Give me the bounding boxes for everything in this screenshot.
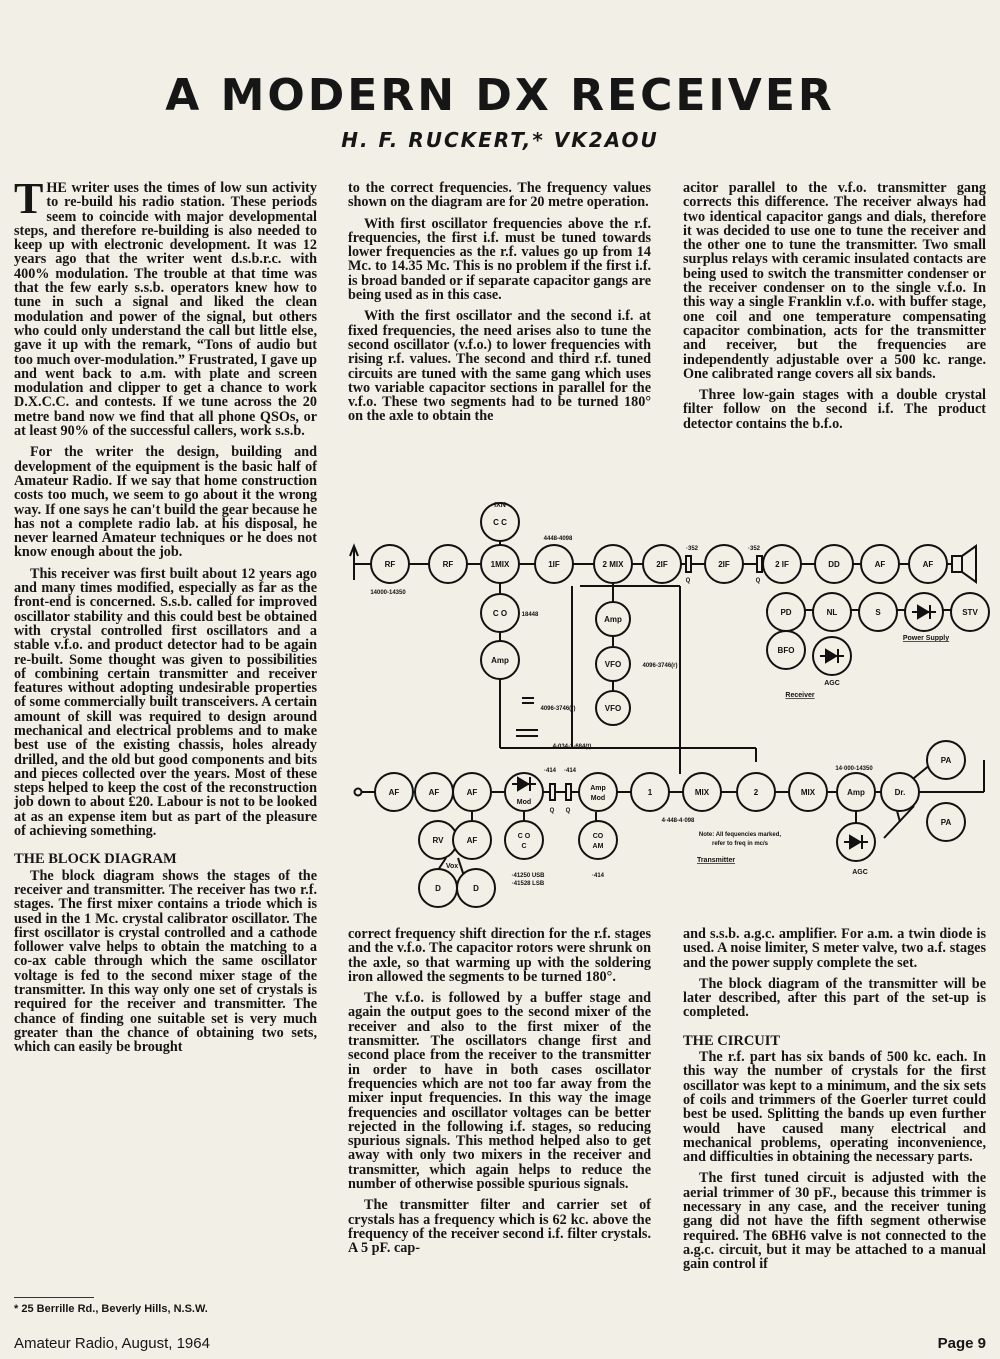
footer-publication: Amateur Radio, August, 1964 bbox=[14, 1335, 210, 1352]
rx-amp1-label: Amp bbox=[491, 656, 509, 665]
tx-coam-b: AM bbox=[592, 843, 604, 850]
tx-ampmod-a: Amp bbox=[590, 785, 606, 792]
footer-page-number: Page 9 bbox=[937, 1335, 986, 1352]
paragraph: correct frequency shift direction for the r.f. stages and the v.f.o. The capacitor rotors were shrunk on the axle, so that warming up with the soldering iron allowed the segments to be turned 180°. bbox=[348, 926, 651, 985]
paragraph: The block diagram shows the stages of the receiver and transmitter. The receiver has two r.f. stages. The first mixer contains a triode which is used in the 1 Mc. crystal calibrator oscillator. The first oscillator is crystal controlled and a cathode follower valve helps to obtain the matching to a co-ax cable through which the same oscillator voltage is fed to the second mixer stage of the transmitter. In this way only one set of crystals is required for the receiver and transmitter. The chance of finding one suitable set is very much greater than the chance of obtaining two sets, which can easily be brought bbox=[14, 867, 317, 1056]
rx-vfo1-label: VFO bbox=[604, 660, 622, 669]
rx-mix1-label: 1MIX bbox=[490, 560, 510, 569]
tx-ampmod-b: Mod bbox=[590, 795, 606, 802]
rx-cap1: 4096-3746(r) bbox=[540, 706, 576, 712]
rx-freq-rf: 14000-14350 bbox=[370, 590, 406, 596]
rx-freq-if1: 4448-4098 bbox=[543, 536, 573, 542]
tx-ampmod bbox=[579, 773, 617, 811]
rx-pd-label: PD bbox=[780, 608, 792, 617]
rx-vfo2-label: VFO bbox=[604, 704, 622, 713]
rx-rf1-label: RF bbox=[384, 560, 396, 569]
drop-cap: T bbox=[14, 174, 44, 223]
paragraph: This receiver was first built about 12 years ago and many times modified, especially as far as the front-end is concerned. S.s.b. called for improved oscillator stability and this could best be obtained with crystal controlled first oscillators and a stable v.f.o. and product detector had to be again re-built. Some thought was given to possibilities of combining certain transmitter and receiver features without adopting undesirable properties of some commercially built transceivers. A certain amount of skill was required to design around mechanical and electrical problems and to make best use of the existing chassis, holes already drilled, and the old but good components and bits and pieces collected over the years. Most of these steps helped to keep the cost of the reconstruction job down to about £20. Labour is not to be looked at as an expense item but as part of the pleasure of achieving something. bbox=[14, 565, 317, 840]
tx-mod-label: Mod bbox=[516, 799, 532, 806]
footnote-rule bbox=[14, 1297, 94, 1298]
article-author: H. F. RUCKERT,* VK2AOU bbox=[341, 128, 659, 152]
rx-cap2: 4-034-3-684(t) bbox=[552, 744, 592, 750]
tx-af3-label: AF bbox=[466, 788, 478, 797]
rx-freq-co: 18448 bbox=[521, 612, 539, 618]
tx-rv-label: RV bbox=[432, 836, 444, 845]
rx-power-supply: Power Supply bbox=[902, 635, 950, 642]
paragraph: The first tuned circuit is adjusted with the aerial trimmer of 30 pF., because this trimmer is necessary in any case, and the receiver tuning gang did not have the fifth segment otherwise required. The 6BH6 valve is not connected to the a.g.c. circuit, but it may be attached to a manual gain control if bbox=[683, 1170, 986, 1273]
rx-freq-352a: ·352 bbox=[685, 546, 699, 552]
rx-bfo-label: BFO bbox=[777, 646, 795, 655]
rx-if2a-label: 2IF bbox=[656, 560, 668, 569]
tx-q1: Q bbox=[549, 808, 555, 814]
tx-mix2-label: MIX bbox=[800, 788, 816, 797]
tx-two-label: 2 bbox=[753, 788, 759, 797]
column-2-top bbox=[348, 181, 651, 431]
tx-coam-a: CO bbox=[592, 833, 604, 840]
tx-one-label: 1 bbox=[647, 788, 653, 797]
tx-freq-mix1: 4·448-4·098 bbox=[661, 818, 695, 824]
tx-q2: Q bbox=[565, 808, 571, 814]
rx-if2b-label: 2IF bbox=[718, 560, 730, 569]
rx-s-label: S bbox=[875, 608, 881, 617]
section-heading: THE BLOCK DIAGRAM bbox=[14, 851, 177, 868]
tx-coc-b: C bbox=[521, 843, 527, 850]
tx-lsb: ·41528 LSB bbox=[511, 881, 545, 887]
rx-if2c-label: 2 IF bbox=[775, 560, 789, 569]
tx-pa1-label: PA bbox=[940, 756, 952, 765]
paragraph: The r.f. part has six bands of 500 kc. each. In this way the number of crystals for the first oscillator was kept to a minimum, and the six sets of coils and trimmers of the Goerler turret could best be used. Splitting the bands up even further would have caused many electrical and mechanical problems, operating inconvenience, and difficulties in obtaining the necessary parts. bbox=[683, 1049, 986, 1166]
paragraph: The v.f.o. is followed by a buffer stage and again the output goes to the second mixer of the receiver and also to the first mixer of the transmitter. The oscillators change first and second place from the receiver to the transmitter in order to have in both cases oscillator frequencies which are not too far away from the mixer input frequencies. In this way the image frequencies and oscillator voltages can be better rejected in the following i.f. stages, so reducing spurious signals. This method helped also to get away with only two mixers in the receiver and transmitter, which again helps to reduce the number of otherwise possible spurious signals. bbox=[348, 990, 651, 1193]
paragraph: THE writer uses the times of low sun activity to re-build his radio station. These periods seem to coincide with major developmental steps, and therefore re-building is also needed to keep up with electronic development. It was 12 years ago that the writer went d.s.b.r.c. with 400% modulation. The trouble at that time was that the few early s.s.b. operators knew how to tune in such a signal and liked the clean modulation and power of the signal, but others who could only understand the call but little else, gave it up with the remark, “Tons of audio but too much over-modulation.” Frustrated, I gave up and went back to a.m. with plate and screen modulation and clipper to get a chance to work D.X.C.C. and contests. If we tune across the 20 metre band now we find that all phone QSOs, or at least 90% of the successful callers, work s.s.b. bbox=[14, 174, 317, 440]
paragraph: With first oscillator frequencies above the r.f. frequencies, the first i.f. must be tuned towards lower frequencies as the r.f. values go up from 14 Mc. to 14.35 Mc. This is no problem if the first i.f. is broad banded or if separate capacitor gangs are being used as in this case. bbox=[348, 215, 651, 304]
tx-d2-label: D bbox=[473, 884, 479, 893]
rx-amp2-label: Amp bbox=[604, 615, 622, 624]
rx-mix2-label: 2 MIX bbox=[602, 560, 624, 569]
rx-freq-352b: ·352 bbox=[747, 546, 761, 552]
tx-freq-414c: ·414 bbox=[591, 873, 605, 879]
paragraph: With the first oscillator and the second i.f. at fixed frequencies, the need arises also to tune the second oscillator (v.f.o.) to lower frequencies with rising r.f. values. The second and third r.f. tuned circuits are tuned with the same gang which uses two variable capacitor sections in parallel for the v.f.o. These two segments had to be turned 180° on the axle to obtain the bbox=[348, 308, 651, 425]
rx-af1-label: AF bbox=[874, 560, 886, 569]
tx-af2-label: AF bbox=[428, 788, 440, 797]
tx-usb: ·41250 USB bbox=[511, 873, 545, 879]
rx-if1-label: 1IF bbox=[548, 560, 560, 569]
paragraph: to the correct frequencies. The frequency values shown on the diagram are for 20 metre operation. bbox=[348, 180, 651, 211]
block-diagram bbox=[340, 498, 992, 923]
paragraph: acitor parallel to the v.f.o. transmitter gang corrects this difference. The receiver always had two identical capacitor gangs and dials, therefore it was decided to use one to tune the receiver and the other one to tune the transmitter. Two small surplus relays with ceramic insulated contacts are being used to switch the transmitter condenser or the receiver condenser on to the single v.f.o. In this way a single Franklin v.f.o. with buffer stage, one coil and one temperature compensating capacitor combination, acts for the transmitter and receiver, but the frequencies are independently adjustable over a 500 kc. range. One calibrated range covers all six bands. bbox=[683, 180, 986, 382]
tx-pa2-label: PA bbox=[940, 818, 952, 827]
tx-freq-414b: ·414 bbox=[563, 768, 577, 774]
tx-note-line1: Note: All fequencies marked, bbox=[698, 832, 782, 838]
column-3-top bbox=[683, 181, 986, 438]
tx-agc-label: AGC bbox=[852, 869, 868, 876]
rx-cc-label: C C bbox=[493, 518, 507, 527]
rx-receiver-caption: Receiver bbox=[785, 692, 815, 699]
tx-freq-414a: ·414 bbox=[543, 768, 557, 774]
tx-vox-label: Vox bbox=[445, 863, 459, 870]
paragraph: The transmitter filter and carrier set of crystals has a frequency which is 62 kc. above the frequency of the receiver second i.f. filter crystals. A 5 pF. cap- bbox=[348, 1197, 651, 1257]
tx-amp-label: Amp bbox=[847, 788, 865, 797]
rx-freq-vfo: 4096-3746(r) bbox=[642, 663, 678, 669]
rx-ixn-label: IXN bbox=[494, 502, 506, 509]
rx-dd-label: DD bbox=[828, 560, 840, 569]
tx-coam bbox=[579, 821, 617, 859]
tx-dr-label: Dr. bbox=[894, 788, 906, 797]
paragraph: and s.s.b. a.g.c. amplifier. For a.m. a twin diode is used. A noise limiter, S meter valve, two a.f. stages and the power supply complete the set. bbox=[683, 926, 986, 971]
rx-q1: Q bbox=[685, 578, 691, 584]
tx-freq-out: 14·000-14350 bbox=[835, 766, 873, 772]
tx-af1-label: AF bbox=[388, 788, 400, 797]
tx-caption: Transmitter bbox=[696, 857, 736, 864]
rx-agc-label: AGC bbox=[824, 680, 840, 687]
tx-mix1-label: MIX bbox=[694, 788, 710, 797]
section-heading: THE CIRCUIT bbox=[683, 1032, 781, 1049]
tx-coc bbox=[505, 821, 543, 859]
rx-q2: Q bbox=[755, 578, 761, 584]
column-1 bbox=[14, 174, 317, 1062]
rx-co-label: C O bbox=[492, 609, 508, 618]
paragraph: Three low-gain stages with a double crystal filter follow on the second i.f. The product detector contains the b.f.o. bbox=[683, 387, 986, 432]
article-title: A MODERN DX RECEIVER bbox=[165, 70, 835, 121]
column-3-bottom bbox=[683, 927, 986, 1279]
rx-nl-label: NL bbox=[826, 608, 838, 617]
tx-af4-label: AF bbox=[466, 836, 478, 845]
rx-stv-label: STV bbox=[962, 608, 978, 617]
tx-note-line2: refer to freq in mc/s bbox=[711, 841, 769, 847]
column-2-bottom bbox=[348, 927, 651, 1263]
rx-af2-label: AF bbox=[922, 560, 934, 569]
rx-rf2-label: RF bbox=[442, 560, 454, 569]
footnote: * 25 Berrille Rd., Beverly Hills, N.S.W. bbox=[14, 1303, 208, 1315]
tx-coc-a: C O bbox=[517, 833, 531, 840]
tx-d1-label: D bbox=[435, 884, 441, 893]
paragraph: For the writer the design, building and development of the equipment is the basic half of Amateur Radio. If we say that home construction costs too much, we seem to go about it the wrong way. If one says he can't build the gear because he has not a complete radio lab. at his disposal, he never learned Amateur techniques or he does not know enough about the job. bbox=[14, 444, 317, 561]
paragraph: The block diagram of the transmitter will be later described, after this part of the set-up is completed. bbox=[683, 975, 986, 1021]
